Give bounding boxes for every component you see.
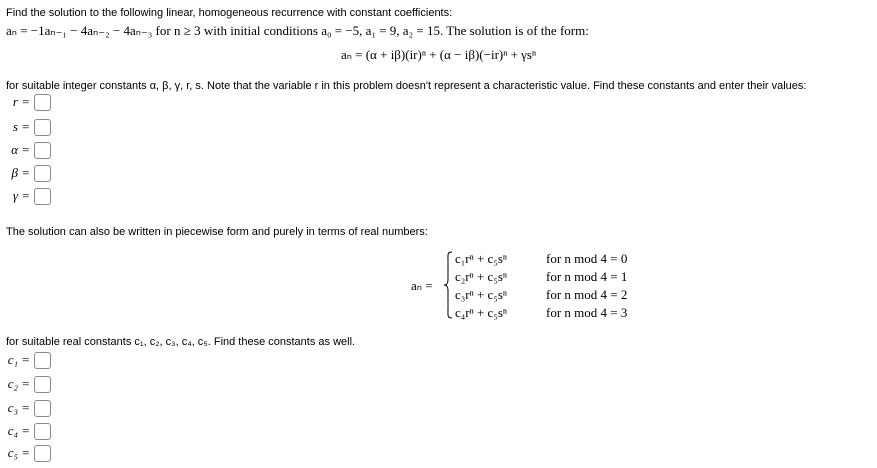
c1-input[interactable] — [34, 352, 51, 369]
s-input[interactable] — [34, 119, 51, 136]
second-instruction: for suitable real constants c₁, c₂, c₃, c₄, c₅. Find these constants as well. — [6, 336, 356, 348]
case-condition: for n mod 4 = 3 — [546, 305, 628, 320]
input-label: s = — [12, 119, 30, 134]
alpha-input[interactable] — [34, 142, 51, 159]
input-label: c₁ = — [7, 352, 30, 367]
beta-input[interactable] — [34, 165, 51, 182]
case-expr: c₃rⁿ + c₅sⁿ — [455, 287, 508, 302]
case-condition: for n mod 4 = 1 — [546, 269, 628, 284]
input-label: β = — [11, 165, 30, 180]
c2-input[interactable] — [34, 376, 51, 393]
input-label: c₃ = — [7, 400, 30, 415]
c5-input[interactable] — [34, 445, 51, 462]
input-label: γ = — [12, 188, 30, 203]
case-condition: for n mod 4 = 0 — [546, 251, 628, 266]
solution-form: aₙ = (α + iβ)(ir)ⁿ + (α − iβ)(−ir)ⁿ + γsⁿ — [340, 47, 537, 62]
case-condition: for n mod 4 = 2 — [546, 287, 628, 302]
input-row-c4 — [6, 421, 51, 441]
piecewise-lhs: aₙ = — [411, 278, 433, 293]
input-row-gamma — [6, 186, 51, 206]
instruction-text: for suitable integer constants α, β, γ, r, s. Note that the variable r in this problem doesn't represent a characteristic value. Find these constants and enter their values: — [6, 80, 807, 92]
input-row-c5 — [6, 443, 51, 463]
input-label: r = — [12, 94, 30, 109]
case-expr: c₄rⁿ + c₅sⁿ — [455, 305, 508, 320]
recurrence-statement: aₙ = −1aₙ₋₁ − 4aₙ₋₂ − 4aₙ₋₃ for n ≥ 3 with initial conditions a₀ = −5, a₁ = 9, a₂ = 15. The solution is of the form: — [6, 23, 589, 38]
piecewise-intro: The solution can also be written in piecewise form and purely in terms of real numbers: — [6, 226, 428, 238]
case-expr: c₁rⁿ + c₅sⁿ — [455, 251, 508, 266]
left-brace-icon — [443, 251, 453, 319]
input-row-r — [6, 92, 51, 112]
input-row-alpha — [6, 140, 51, 160]
problem-intro: Find the solution to the following linear, homogeneous recurrence with constant coefficients: — [6, 7, 453, 19]
c4-input[interactable] — [34, 423, 51, 440]
input-row-beta — [6, 163, 51, 183]
input-label: c₄ = — [7, 423, 30, 438]
r-input[interactable] — [34, 94, 51, 111]
input-row-s — [6, 117, 51, 137]
input-label: c₂ = — [7, 376, 30, 391]
gamma-input[interactable] — [34, 188, 51, 205]
input-row-c3 — [6, 398, 51, 418]
input-label: c₅ = — [7, 445, 30, 460]
input-row-c1 — [6, 350, 51, 370]
input-row-c2 — [6, 374, 51, 394]
input-label: α = — [11, 142, 30, 157]
case-expr: c₂rⁿ + c₅sⁿ — [455, 269, 508, 284]
c3-input[interactable] — [34, 400, 51, 417]
